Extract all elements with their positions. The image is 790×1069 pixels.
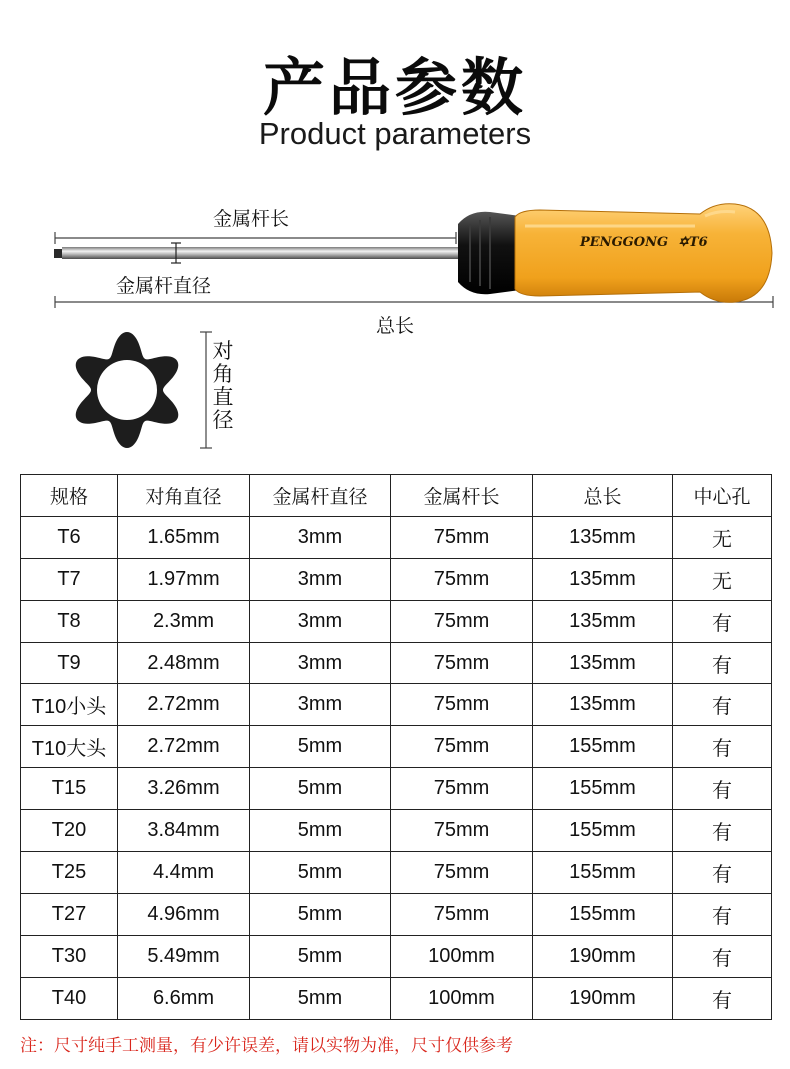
table-cell: T10小头 bbox=[21, 684, 118, 726]
table-row bbox=[21, 516, 772, 558]
table-row bbox=[21, 852, 772, 894]
table-row bbox=[21, 558, 772, 600]
table-cell: 无 bbox=[673, 516, 772, 558]
table-cell: T7 bbox=[21, 558, 118, 600]
spec-table bbox=[20, 474, 772, 1020]
table-cell: 75mm bbox=[391, 516, 533, 558]
table-cell: 135mm bbox=[533, 558, 673, 600]
table-cell: 75mm bbox=[391, 893, 533, 935]
table-cell: 3mm bbox=[250, 642, 391, 684]
table-cell: 1.65mm bbox=[118, 516, 250, 558]
table-cell: 4.4mm bbox=[118, 852, 250, 894]
table-cell: 75mm bbox=[391, 852, 533, 894]
table-cell: 3mm bbox=[250, 684, 391, 726]
table-cell: 5mm bbox=[250, 810, 391, 852]
table-cell: 有 bbox=[673, 893, 772, 935]
table-cell: 75mm bbox=[391, 726, 533, 768]
table-cell: 155mm bbox=[533, 726, 673, 768]
page-subtitle: Product parameters bbox=[258, 116, 532, 151]
header-shaft-diameter: 金属杆直径 bbox=[250, 475, 391, 517]
table-cell: 135mm bbox=[533, 684, 673, 726]
table-cell: 有 bbox=[673, 768, 772, 810]
table-cell: 100mm bbox=[391, 935, 533, 977]
table-cell: 75mm bbox=[391, 684, 533, 726]
screwdriver-handle bbox=[515, 204, 772, 303]
table-cell: 1.97mm bbox=[118, 558, 250, 600]
header-total-length: 总长 bbox=[533, 475, 673, 517]
table-cell: T27 bbox=[21, 893, 118, 935]
table-cell: 5mm bbox=[250, 935, 391, 977]
table-cell: 2.48mm bbox=[118, 642, 250, 684]
table-cell: 无 bbox=[673, 558, 772, 600]
table-cell: 有 bbox=[673, 684, 772, 726]
table-cell: T20 bbox=[21, 810, 118, 852]
table-cell: 75mm bbox=[391, 642, 533, 684]
table-cell: 5mm bbox=[250, 977, 391, 1019]
table-cell: 2.3mm bbox=[118, 600, 250, 642]
handle-model-text: ✡T6 bbox=[678, 235, 708, 250]
table-cell: T30 bbox=[21, 935, 118, 977]
table-row bbox=[21, 600, 772, 642]
table-cell: 5mm bbox=[250, 852, 391, 894]
measurement-note: 注：尺寸纯手工测量，有少许误差，请以实物为准，尺寸仅供参考 bbox=[20, 1036, 513, 1056]
header-center-hole: 中心孔 bbox=[673, 475, 772, 517]
handle-brand-text: PENGGONG bbox=[580, 235, 669, 250]
table-cell: 3.84mm bbox=[118, 810, 250, 852]
table-cell: 3mm bbox=[250, 516, 391, 558]
header-shaft-length: 金属杆长 bbox=[391, 475, 533, 517]
table-cell: 有 bbox=[673, 642, 772, 684]
table-cell: 75mm bbox=[391, 600, 533, 642]
total-length-label: 总长 bbox=[376, 315, 415, 337]
shaft-length-dimension bbox=[55, 232, 456, 244]
table-cell: 有 bbox=[673, 600, 772, 642]
table-cell: 3mm bbox=[250, 600, 391, 642]
table-row bbox=[21, 977, 772, 1019]
table-cell: 155mm bbox=[533, 810, 673, 852]
header-diagonal: 对角直径 bbox=[118, 475, 250, 517]
table-cell: T25 bbox=[21, 852, 118, 894]
table-cell: 有 bbox=[673, 977, 772, 1019]
table-cell: 有 bbox=[673, 726, 772, 768]
table-cell: T10大头 bbox=[21, 726, 118, 768]
total-length-dimension bbox=[55, 296, 773, 308]
table-cell: T40 bbox=[21, 977, 118, 1019]
table-cell: 155mm bbox=[533, 893, 673, 935]
table-row bbox=[21, 768, 772, 810]
table-cell: 6.6mm bbox=[118, 977, 250, 1019]
table-cell: T6 bbox=[21, 516, 118, 558]
table-cell: 有 bbox=[673, 935, 772, 977]
table-row bbox=[21, 893, 772, 935]
torx-bit-icon bbox=[62, 325, 192, 455]
table-cell: 有 bbox=[673, 852, 772, 894]
table-cell: 5.49mm bbox=[118, 935, 250, 977]
table-cell: 135mm bbox=[533, 600, 673, 642]
table-cell: T9 bbox=[21, 642, 118, 684]
table-cell: 75mm bbox=[391, 810, 533, 852]
table-cell: 155mm bbox=[533, 768, 673, 810]
screwdriver-shaft bbox=[54, 247, 462, 259]
page-title: 产品参数 bbox=[262, 51, 527, 124]
table-cell: 190mm bbox=[533, 977, 673, 1019]
diagonal-diameter-label: 对角直径 bbox=[212, 339, 234, 432]
table-cell: 75mm bbox=[391, 558, 533, 600]
shaft-diameter-label: 金属杆直径 bbox=[116, 275, 212, 297]
table-cell: 155mm bbox=[533, 852, 673, 894]
table-header-row bbox=[21, 475, 772, 517]
table-cell: 135mm bbox=[533, 642, 673, 684]
table-cell: 75mm bbox=[391, 768, 533, 810]
shaft-length-label: 金属杆长 bbox=[213, 208, 290, 230]
table-row bbox=[21, 935, 772, 977]
table-cell: T15 bbox=[21, 768, 118, 810]
table-row bbox=[21, 642, 772, 684]
handle-collar bbox=[458, 212, 520, 295]
table-cell: 5mm bbox=[250, 893, 391, 935]
table-row bbox=[21, 684, 772, 726]
table-cell: 2.72mm bbox=[118, 726, 250, 768]
header-spec: 规格 bbox=[21, 475, 118, 517]
table-cell: 5mm bbox=[250, 768, 391, 810]
table-cell: T8 bbox=[21, 600, 118, 642]
table-row bbox=[21, 726, 772, 768]
table-row bbox=[21, 810, 772, 852]
table-cell: 有 bbox=[673, 810, 772, 852]
table-cell: 4.96mm bbox=[118, 893, 250, 935]
table-cell: 3.26mm bbox=[118, 768, 250, 810]
table-cell: 2.72mm bbox=[118, 684, 250, 726]
table-cell: 100mm bbox=[391, 977, 533, 1019]
table-cell: 3mm bbox=[250, 558, 391, 600]
table-cell: 5mm bbox=[250, 726, 391, 768]
screwdriver-diagram bbox=[0, 180, 790, 470]
table-cell: 190mm bbox=[533, 935, 673, 977]
table-cell: 135mm bbox=[533, 516, 673, 558]
